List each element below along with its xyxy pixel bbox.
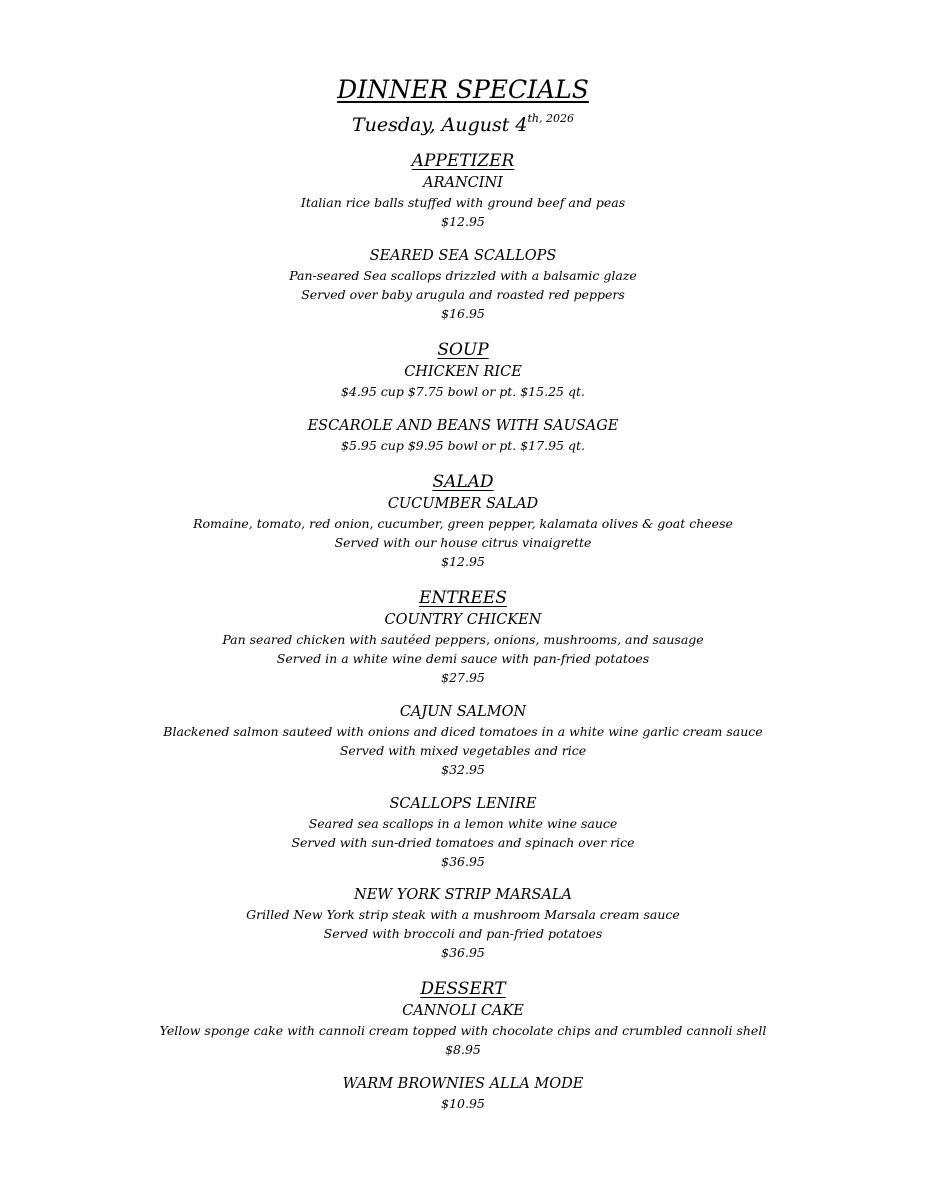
date-year: , 2026	[539, 112, 575, 125]
item-price: $36.95	[441, 854, 485, 869]
item-name: ESCAROLE AND BEANS WITH SAUSAGE	[307, 418, 619, 434]
item-name: WARM BROWNIES ALLA MODE	[342, 1076, 584, 1092]
item-name: ARANCINI	[423, 175, 503, 191]
item-name: SCALLOPS LENIRE	[389, 796, 537, 812]
item-price: $4.95 cup $7.75 bowl or pt. $15.25 qt.	[341, 384, 585, 399]
section-heading-entrees: ENTREES	[419, 588, 507, 608]
item-description: Served with broccoli and pan-fried potatoes	[323, 926, 603, 941]
section-heading-salad: SALAD	[432, 472, 494, 492]
item-description: Pan seared chicken with sautéed peppers, onions, mushrooms, and sausage	[222, 632, 704, 647]
date-text: Tuesday, August 4	[351, 114, 528, 136]
item-name: COUNTRY CHICKEN	[384, 612, 542, 628]
item-name: NEW YORK STRIP MARSALA	[354, 887, 572, 903]
item-price: $10.95	[441, 1096, 485, 1111]
item-price: $27.95	[441, 670, 485, 685]
item-price: $16.95	[441, 306, 485, 321]
item-price: $36.95	[441, 945, 485, 960]
item-name: CUCUMBER SALAD	[387, 496, 539, 512]
section-heading-appetizer: APPETIZER	[411, 151, 515, 171]
menu-item-arancini	[0, 174, 926, 231]
item-description: Pan-seared Sea scallops drizzled with a balsamic glaze	[289, 268, 637, 283]
menu-item-scallops-lenire	[0, 795, 926, 871]
item-description: Served with sun-dried tomatoes and spinach over rice	[291, 835, 635, 850]
menu-item-warm-brownies	[0, 1075, 926, 1113]
page-title: DINNER SPECIALS	[337, 75, 589, 104]
item-description: Italian rice balls stuffed with ground beef and peas	[300, 195, 626, 210]
menu-item-escarole-and-beans	[0, 417, 926, 455]
item-price: $8.95	[445, 1042, 481, 1057]
menu-item-cajun-salmon	[0, 703, 926, 779]
item-description: Served with our house citrus vinaigrette	[334, 535, 592, 550]
item-name: SEARED SEA SCALLOPS	[369, 248, 557, 264]
item-price: $12.95	[441, 214, 485, 229]
menu-item-cucumber-salad	[0, 495, 926, 571]
item-description: Seared sea scallops in a lemon white wine sauce	[308, 816, 618, 831]
item-description: Grilled New York strip steak with a mushroom Marsala cream sauce	[246, 907, 680, 922]
item-name: CANNOLI CAKE	[402, 1003, 524, 1019]
item-description: Romaine, tomato, red onion, cucumber, green pepper, kalamata olives & goat cheese	[193, 516, 733, 531]
section-heading-dessert: DESSERT	[420, 979, 506, 999]
menu-item-chicken-rice	[0, 363, 926, 401]
menu-date	[0, 106, 926, 138]
item-description: Served with mixed vegetables and rice	[339, 743, 587, 758]
item-description: Served over baby arugula and roasted red peppers	[301, 287, 625, 302]
item-description: Served in a white wine demi sauce with pan-fried potatoes	[276, 651, 650, 666]
date-suffix: th	[527, 112, 540, 125]
item-price: $12.95	[441, 554, 485, 569]
item-price: $32.95	[441, 762, 485, 777]
item-name: CAJUN SALMON	[399, 704, 527, 720]
item-price: $5.95 cup $9.95 bowl or pt. $17.95 qt.	[341, 438, 585, 453]
menu-item-new-york-strip-marsala	[0, 886, 926, 962]
menu-item-country-chicken	[0, 611, 926, 687]
item-name: CHICKEN RICE	[404, 364, 522, 380]
section-heading-soup: SOUP	[437, 340, 489, 360]
menu-item-cannoli-cake	[0, 1002, 926, 1059]
item-description: Yellow sponge cake with cannoli cream topped with chocolate chips and crumbled cannoli shell	[159, 1023, 767, 1038]
menu-item-seared-sea-scallops	[0, 247, 926, 323]
item-description: Blackened salmon sauteed with onions and diced tomatoes in a white wine garlic cream sauce	[163, 724, 763, 739]
